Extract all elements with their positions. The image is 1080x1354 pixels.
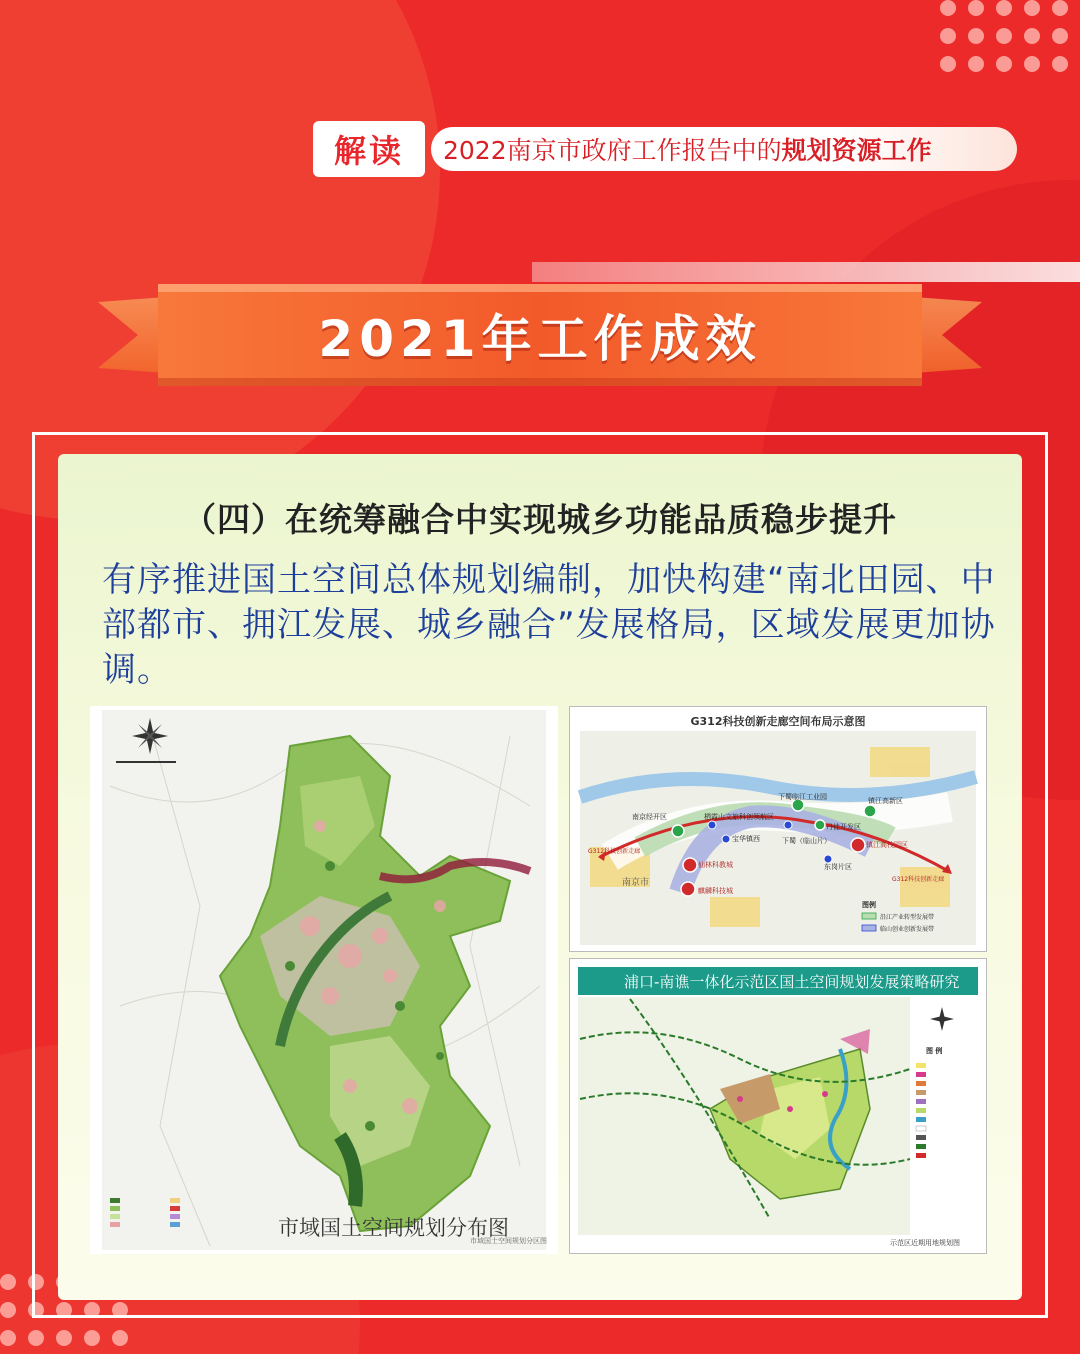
tr-label: 丹徒开发区 [826, 823, 861, 831]
map-left-subcaption: 市域国土空间规划分区图 [470, 1237, 547, 1245]
tr-label: 镇江高校园区 [866, 841, 908, 849]
header-title [431, 127, 1017, 171]
pukou-map-image [570, 959, 986, 1253]
map-g312-corridor [569, 706, 987, 952]
city-map-image [90, 706, 558, 1254]
tr-label: 南京经开区 [632, 813, 667, 821]
map-city-planning [90, 706, 558, 1254]
svg-text:图 例: 图 例 [926, 1047, 943, 1055]
tr-label: 东岗片区 [824, 863, 852, 871]
tr-label: G312科技创新走廊 [892, 876, 945, 883]
br-footer: 示范区近期用地规划图 [890, 1239, 960, 1247]
banner-title: 2021年工作成效 [318, 310, 762, 368]
section-body: 有序推进国土空间总体规划编制，加快构建“南北田园、中部都市、拥江发展、城乡融合”发展格局，区域发展更加协调。 [102, 560, 996, 690]
banner-stripe [532, 262, 1080, 282]
header-tag: 解读 [313, 121, 425, 177]
map-left-caption: 市域国土空间规划分布图 [278, 1216, 509, 1240]
map-pukou-nanqiao [569, 958, 987, 1254]
tr-label: 栖霞山文旅科创领航区 [704, 813, 774, 821]
svg-text:临山创业创新发展带: 临山创业创新发展带 [880, 926, 935, 933]
tr-label: G312科技创新走廊 [588, 848, 641, 855]
header-pill [313, 121, 1017, 177]
tr-label: 仙林科教城 [698, 861, 733, 869]
map-br-title: 浦口-南谯一体化示范区国土空间规划发展策略研究 [578, 967, 978, 995]
decor-dots [940, 0, 1068, 72]
tr-label: 镇江高新区 [868, 797, 903, 805]
header-title-highlight: 规划资源工作 [781, 136, 932, 165]
tr-label: 麒麟科技城 [698, 887, 733, 895]
svg-text:图例: 图例 [862, 901, 876, 909]
map-tr-title: G312科技创新走廊空间布局示意图 [690, 715, 866, 728]
section-title: （四）在统筹融合中实现城乡功能品质稳步提升 [183, 500, 897, 539]
tr-label: 南京市 [622, 878, 650, 888]
tr-label: 下蜀临江工业园 [778, 793, 827, 801]
g312-map-image [570, 707, 986, 951]
header-title-prefix: 2022南京市政府工作报告中的 [443, 136, 782, 165]
banner [98, 284, 982, 386]
tr-label: 下蜀（临山片） [782, 837, 831, 845]
svg-text:沿江产业转型发展带: 沿江产业转型发展带 [880, 914, 935, 921]
tr-label: 宝华镇西 [732, 835, 760, 843]
